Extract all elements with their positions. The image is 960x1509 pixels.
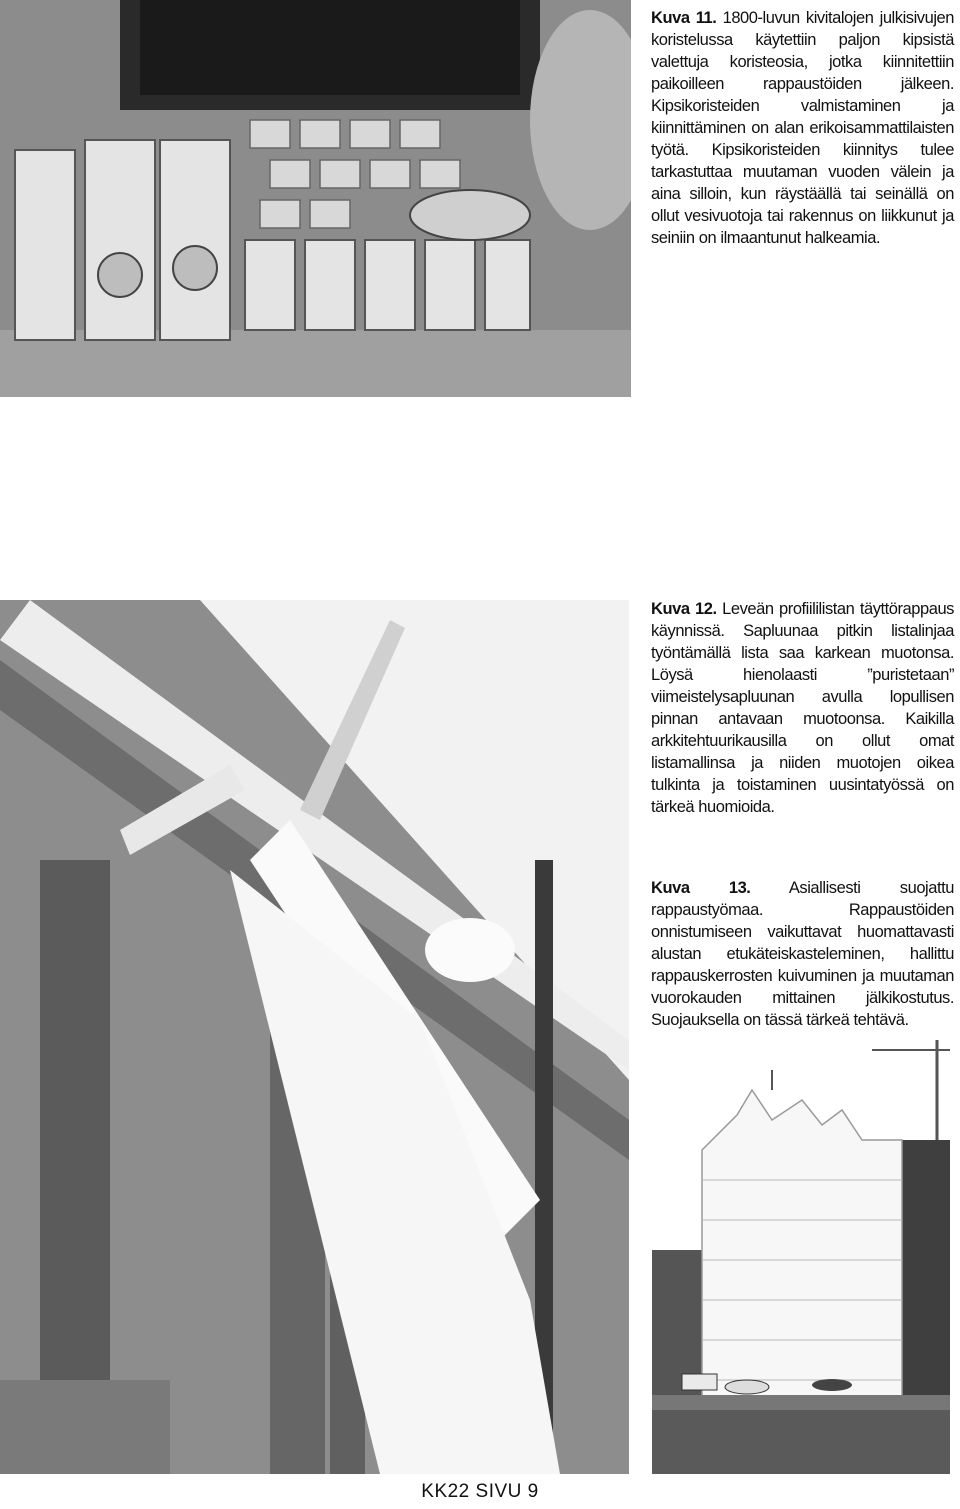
caption-kuva-13 bbox=[651, 877, 954, 1031]
caption-text: 1800-luvun kivitalojen julkisivujen koristelussa käytettiin paljon kipsistä valettuja koristeosia, jotka kiinnitettiin paikoilleen rappaustöiden jälkeen. Kipsikoristeiden valmistaminen ja kiinnittäminen on alan erikoisammattilaisten työtä. Kipsikoristeiden kiinnitys tulee tarkastuttaa muutaman vuoden välein ja aina silloin, kun räystäällä tai seinällä on ollut vesivuotoja tai rakennus on liikkunut ja seiniin on ilmaantunut halkeamia. bbox=[651, 9, 954, 247]
page-footer: KK22 SIVU 9 bbox=[421, 1481, 539, 1502]
caption-label: Kuva 12. bbox=[651, 600, 717, 618]
photo-scaffolded-building bbox=[652, 1030, 950, 1474]
caption-label: Kuva 11. bbox=[651, 9, 717, 27]
caption-kuva-12 bbox=[651, 598, 954, 818]
photo-plaster-ornaments bbox=[0, 0, 631, 397]
caption-text: Asiallisesti suojattu rappaustyömaa. Rappaustöiden onnistumiseen vaikuttavat huomattavasti alustan etukäteiskasteleminen, hallittu rappauskerrosten kuivuminen ja muutaman vuorokauden mittainen jälkikostutus. Suojauksella on tässä tärkeä tehtävä. bbox=[651, 879, 954, 1029]
caption-label: Kuva 13. bbox=[651, 879, 751, 897]
photo-plasterer-at-work bbox=[0, 600, 629, 1474]
caption-kuva-11 bbox=[651, 7, 954, 249]
caption-text: Leveän profiililistan täyttörappaus käynnissä. Sapluunaa pitkin listalinjaa työntämällä lista saa karkean muotonsa. Löysä hienolaasti ”puristetaan” viimeistelysapluunan avulla lopullisen pinnan antavaan muotoonsa. Kaikilla arkkitehtuurikausilla on ollut omat listamallinsa ja niiden muotojen oikea tulkinta ja toistaminen uusintatyössä on tärkeä huomioida. bbox=[651, 600, 954, 816]
